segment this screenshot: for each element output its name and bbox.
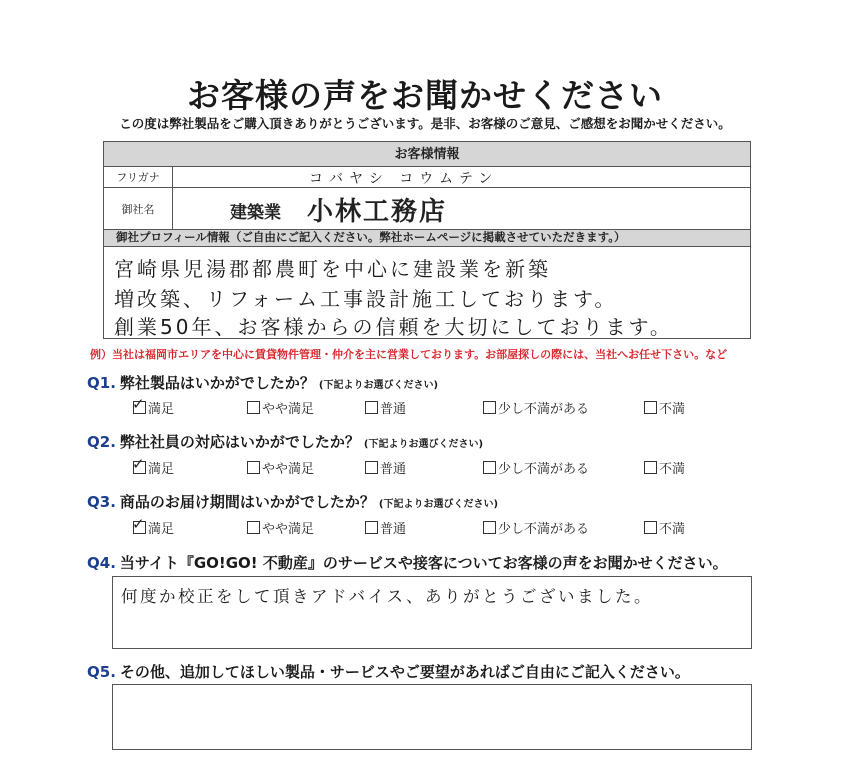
q3-number: Q3.: [87, 493, 116, 511]
company-name-label: 御社名: [104, 188, 173, 229]
furigana-value[interactable]: コバヤシ コウムテン: [309, 171, 499, 187]
page-subtitle: この度は弊社製品をご購入頂きありがとうございます。是非、お客様のご意見、ご感想をお聞かせください。: [119, 116, 731, 131]
checkbox[interactable]: [132, 455, 146, 474]
checkbox[interactable]: [247, 461, 260, 474]
q3-option-neutral[interactable]: 普通: [365, 518, 406, 537]
q3-option-unsatisfied[interactable]: 不満: [644, 518, 685, 537]
q3-option-somewhat-satisfied[interactable]: やや満足: [247, 518, 314, 537]
q1-option-satisfied[interactable]: ✓ 満足: [132, 395, 175, 417]
q1-text: 弊社製品はいかがでしたか？: [119, 374, 315, 392]
q2-option-somewhat-satisfied[interactable]: やや満足: [247, 458, 314, 477]
q5-text: その他、追加してほしい製品・サービスやご要望があればご自由にご記入ください。: [119, 663, 690, 681]
q4-number: Q4.: [87, 554, 116, 572]
checkbox[interactable]: [132, 515, 146, 534]
q3-text: 商品のお届け期間はいかがでしたか？: [119, 493, 375, 511]
furigana-row: [103, 167, 751, 188]
company-name-row: [103, 188, 751, 230]
q5-answer-box[interactable]: [112, 684, 752, 750]
checkbox[interactable]: [132, 395, 146, 414]
profile-line-1: 宮崎県児湯郡都農町を中心に建設業を新築: [114, 257, 551, 281]
q4-text: 当サイト『GO!GO! 不動産』のサービスや接客についてお客様の声をお聞かせください。: [119, 554, 728, 572]
check-mark-icon: ✓: [132, 395, 145, 413]
q1-option-somewhat-unsatisfied[interactable]: 少し不満がある: [483, 398, 589, 417]
q1-heading: [87, 372, 438, 393]
checkbox[interactable]: [644, 401, 657, 414]
checkbox[interactable]: [247, 521, 260, 534]
checkbox[interactable]: [483, 521, 496, 534]
furigana-label: フリガナ: [104, 167, 173, 187]
checkbox[interactable]: [483, 461, 496, 474]
page-title: お客様の声をお聞かせください: [187, 76, 663, 115]
q2-heading: [87, 431, 483, 452]
q1-hint: (下記よりお選びください): [318, 380, 439, 391]
profile-textarea[interactable]: [103, 247, 751, 339]
q3-hint: (下記よりお選びください): [378, 499, 499, 510]
q5-heading: [87, 661, 690, 682]
q1-option-unsatisfied[interactable]: 不満: [644, 398, 685, 417]
q2-hint: (下記よりお選びください): [363, 439, 484, 450]
company-name-value[interactable]: 小林工務店: [307, 197, 448, 227]
profile-header: 御社プロフィール情報（ご自由にご記入ください。弊社ホームページに掲載させていただきます。）: [103, 230, 751, 247]
q1-option-somewhat-satisfied[interactable]: やや満足: [247, 398, 314, 417]
q1-option-neutral[interactable]: 普通: [365, 398, 406, 417]
q2-option-somewhat-unsatisfied[interactable]: 少し不満がある: [483, 458, 589, 477]
profile-line-3: 創業50年、お客様からの信頼を大切にしております。: [114, 315, 673, 339]
check-mark-icon: ✓: [132, 455, 145, 473]
customer-info-header: お客様情報: [103, 141, 751, 167]
q5-number: Q5.: [87, 663, 116, 681]
q2-text: 弊社社員の対応はいかがでしたか？: [119, 433, 360, 451]
checkbox[interactable]: [365, 521, 378, 534]
q4-answer-box[interactable]: [112, 576, 752, 649]
checkbox[interactable]: [644, 461, 657, 474]
profile-example-note: 例）当社は福岡市エリアを中心に賃貸物件管理・仲介を主に営業しております。お部屋探しの際には、当社へお任せ下さい。など: [90, 348, 728, 361]
q2-number: Q2.: [87, 433, 116, 451]
q4-answer-text: 何度か校正をして頂きアドバイス、ありがとうございました。: [121, 587, 653, 606]
q3-heading: [87, 491, 498, 512]
q1-number: Q1.: [87, 374, 116, 392]
checkbox[interactable]: [483, 401, 496, 414]
checkbox[interactable]: [247, 401, 260, 414]
q2-option-unsatisfied[interactable]: 不満: [644, 458, 685, 477]
checkbox[interactable]: [365, 401, 378, 414]
q2-option-satisfied[interactable]: ✓ 満足: [132, 455, 175, 477]
q4-heading: [87, 552, 728, 573]
profile-line-2: 増改築、リフォーム工事設計施工しております。: [114, 287, 618, 311]
q2-option-neutral[interactable]: 普通: [365, 458, 406, 477]
q3-option-satisfied[interactable]: ✓ 満足: [132, 515, 175, 537]
q3-option-somewhat-unsatisfied[interactable]: 少し不満がある: [483, 518, 589, 537]
checkbox[interactable]: [365, 461, 378, 474]
company-type-value: 建築業: [230, 203, 281, 223]
check-mark-icon: ✓: [132, 515, 145, 533]
checkbox[interactable]: [644, 521, 657, 534]
